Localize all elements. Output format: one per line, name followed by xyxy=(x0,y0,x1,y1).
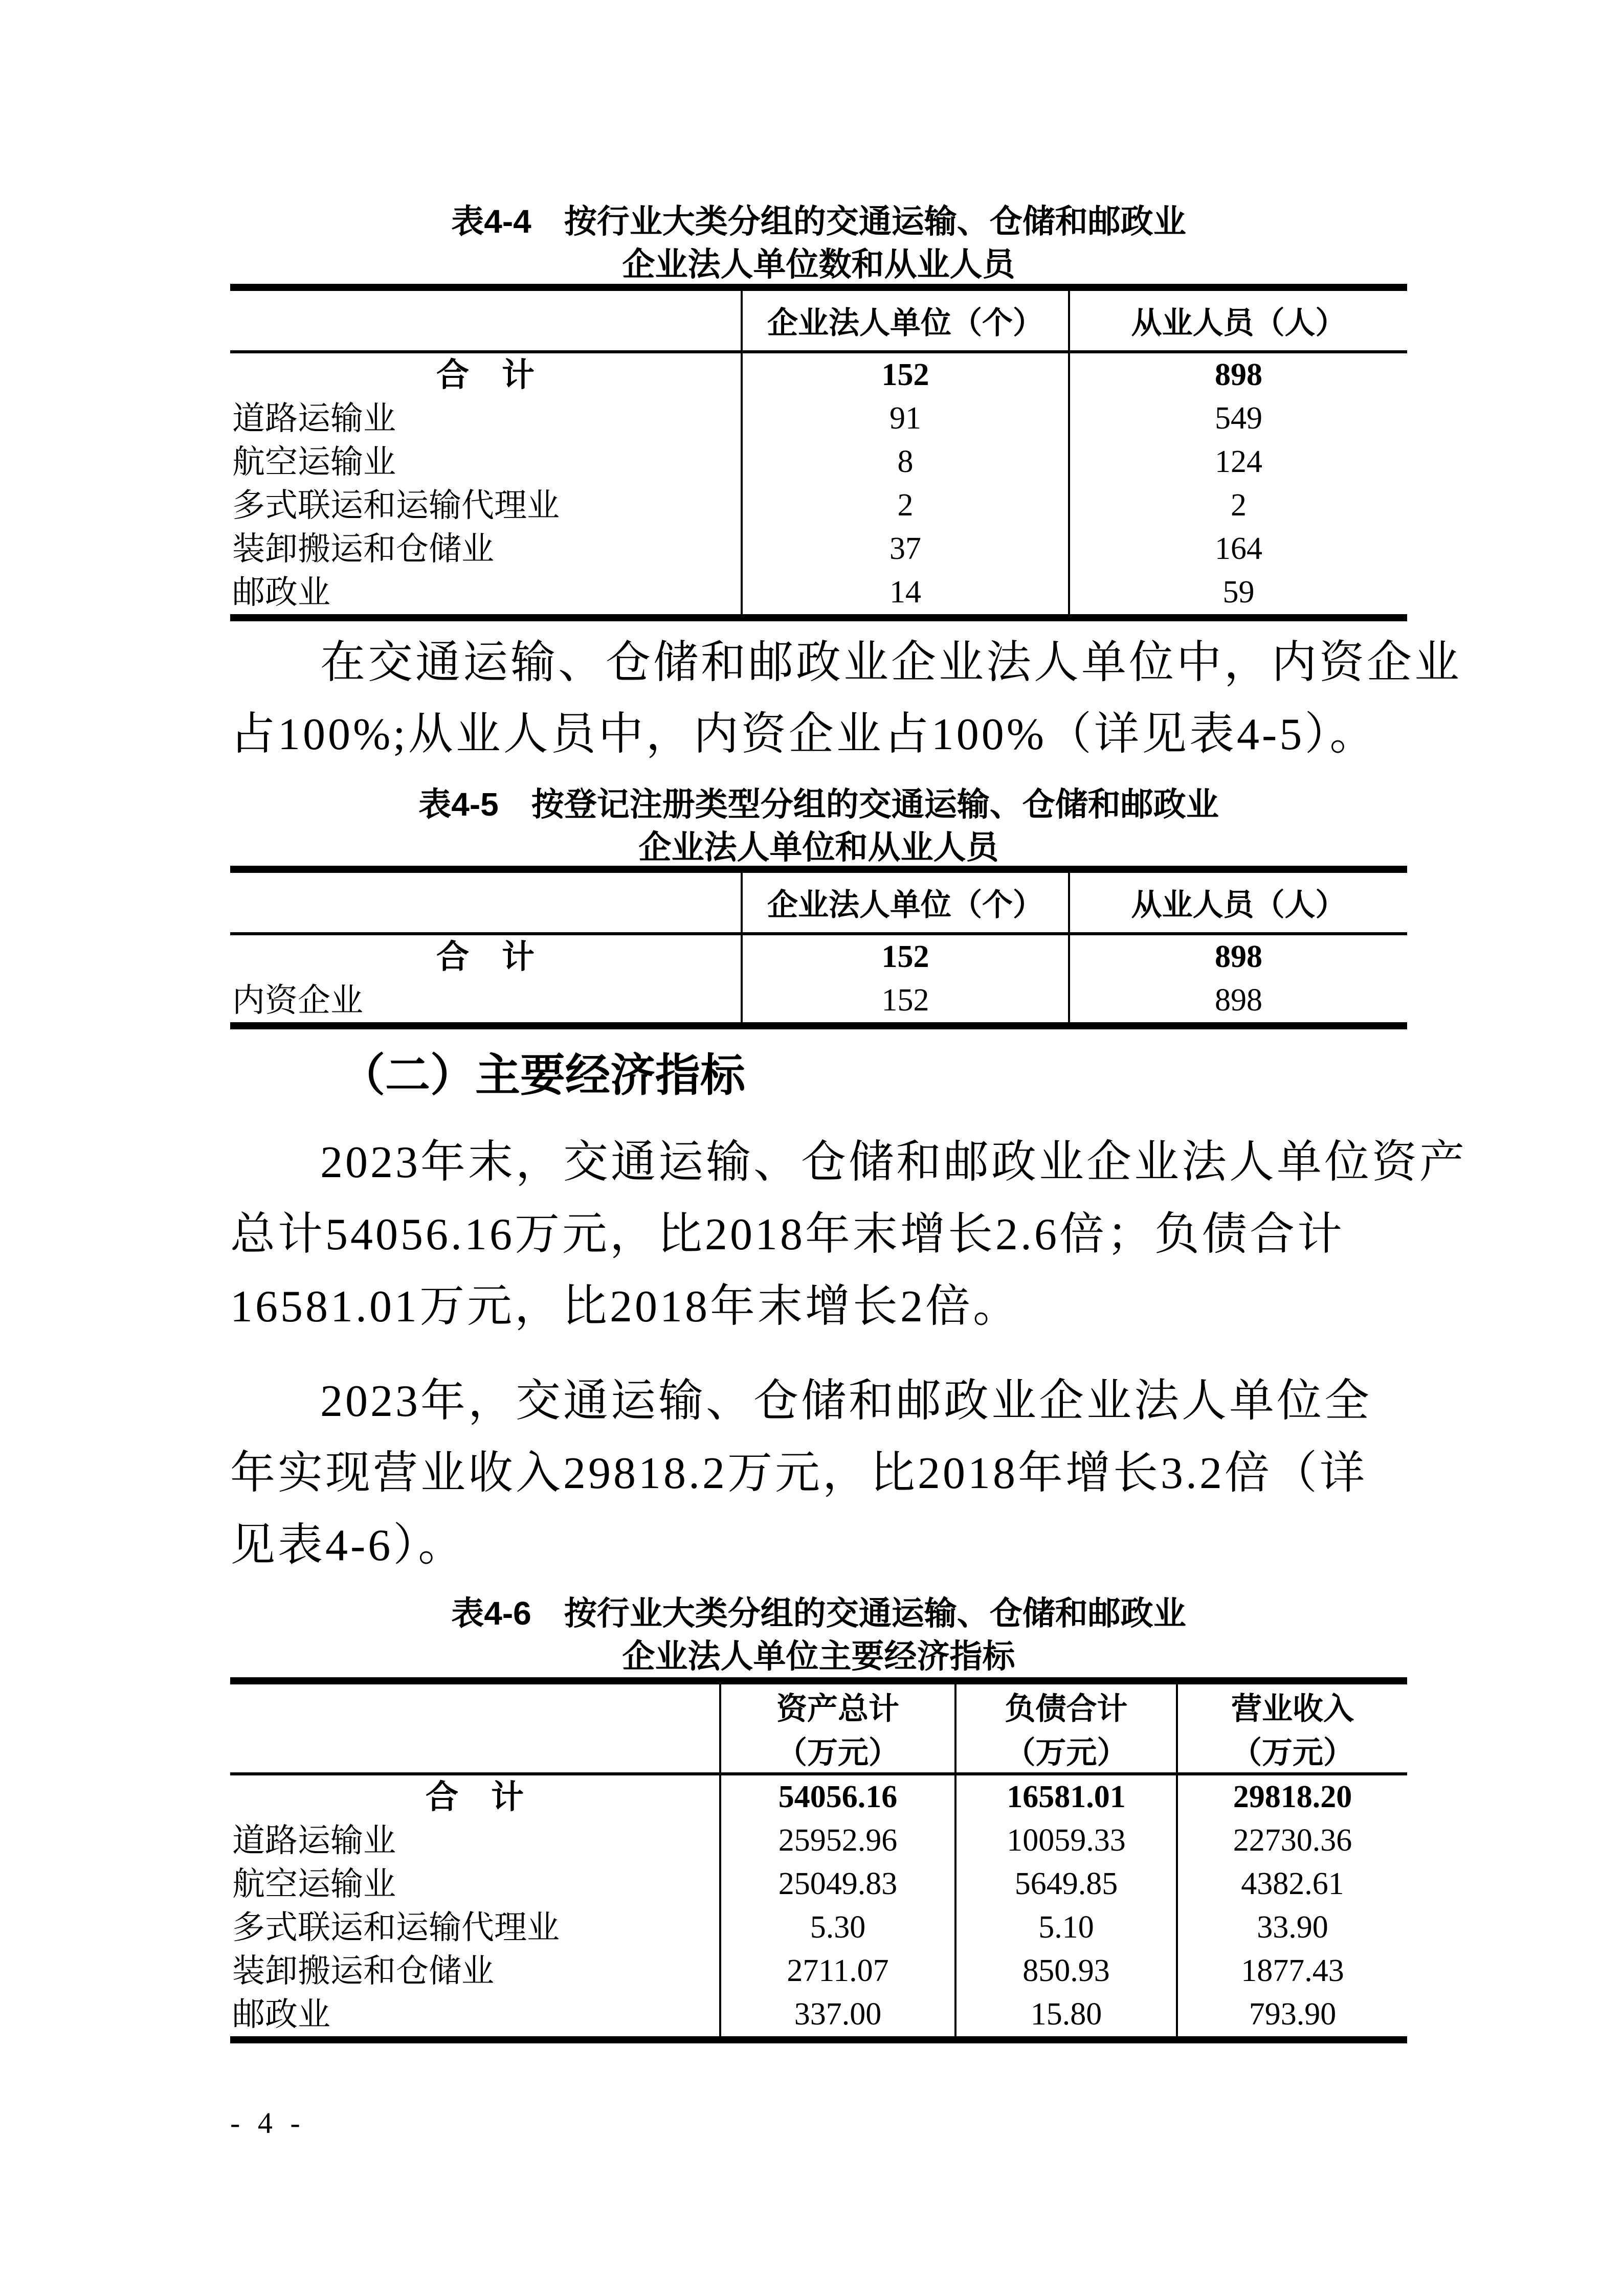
cell-value: 2711.07 xyxy=(720,1949,955,1993)
cell-value: 15.80 xyxy=(955,1993,1177,2040)
table45-title xyxy=(230,783,1407,869)
paragraph-revenue xyxy=(230,1365,1407,1582)
cell-value: 152 xyxy=(742,352,1069,397)
col-header-name: 负债合计 xyxy=(1005,1692,1128,1726)
row-label: 多式联运和运输代理业 xyxy=(232,1909,560,1946)
table-row xyxy=(230,397,1407,440)
table-row xyxy=(230,1906,1407,1949)
cell-value: 22730.36 xyxy=(1177,1819,1407,1862)
table46-title xyxy=(230,1592,1407,1678)
cell-value: 124 xyxy=(1069,440,1407,484)
cell-value: 898 xyxy=(1069,934,1407,979)
table45-header-row xyxy=(230,869,1407,934)
table-row xyxy=(230,979,1407,1026)
table44-title-line1: 表4-4 按行业大类分组的交通运输、仓储和邮政业 xyxy=(451,203,1186,240)
table-row xyxy=(230,484,1407,527)
cell-value: 898 xyxy=(1069,979,1407,1026)
cell-value: 29818.20 xyxy=(1177,1774,1407,1819)
cell-value: 91 xyxy=(742,397,1069,440)
table44-header-row xyxy=(230,287,1407,352)
paragraph-line: 2023年末，交通运输、仓储和邮政业企业法人单位资产 xyxy=(320,1138,1467,1187)
cell-value: 37 xyxy=(742,527,1069,571)
table-row xyxy=(230,571,1407,618)
table46 xyxy=(230,1677,1407,2043)
row-label: 航空运输业 xyxy=(232,1866,396,1902)
col-header-unit: （万元） xyxy=(1231,1736,1354,1770)
section-heading: （二）主要经济指标 xyxy=(340,1051,746,1101)
table46-header-row xyxy=(230,1681,1407,1774)
paragraph-assets xyxy=(230,1127,1467,1343)
cell-value: 25049.83 xyxy=(720,1862,955,1906)
cell-value: 33.90 xyxy=(1177,1906,1407,1949)
table-row xyxy=(230,1774,1407,1819)
row-label: 道路运输业 xyxy=(232,1822,396,1859)
table44-title-line2: 企业法人单位数和从业人员 xyxy=(622,246,1015,283)
row-label: 多式联运和运输代理业 xyxy=(232,487,560,524)
cell-value: 8 xyxy=(742,440,1069,484)
cell-value: 25952.96 xyxy=(720,1819,955,1862)
table-row xyxy=(230,527,1407,571)
cell-value: 14 xyxy=(742,571,1069,618)
table-row xyxy=(230,352,1407,397)
cell-value: 10059.33 xyxy=(955,1819,1177,1862)
table44 xyxy=(230,284,1407,621)
cell-value: 164 xyxy=(1069,527,1407,571)
table44-col-header-units: 企业法人单位（个） xyxy=(742,287,1069,352)
table44-title xyxy=(230,200,1407,286)
cell-value: 5.30 xyxy=(720,1906,955,1949)
table45-title-line2: 企业法人单位和从业人员 xyxy=(638,829,999,866)
cell-value: 2 xyxy=(742,484,1069,527)
cell-value: 4382.61 xyxy=(1177,1862,1407,1906)
cell-value: 549 xyxy=(1069,397,1407,440)
table45 xyxy=(230,866,1407,1029)
table46-col-header-assets xyxy=(720,1681,955,1774)
table46-stub-header xyxy=(230,1681,720,1774)
row-label: 道路运输业 xyxy=(232,400,396,437)
col-header-name: 资产总计 xyxy=(776,1692,899,1726)
row-label: 合 计 xyxy=(436,357,535,393)
row-label: 合 计 xyxy=(426,1779,524,1815)
table46-title-line1: 表4-6 按行业大类分组的交通运输、仓储和邮政业 xyxy=(451,1595,1186,1632)
table-row xyxy=(230,934,1407,979)
row-label: 装卸搬运和仓储业 xyxy=(232,531,494,567)
cell-value: 1877.43 xyxy=(1177,1949,1407,1993)
paragraph-line: 16581.01万元，比2018年末增长2倍。 xyxy=(230,1282,1021,1332)
paragraph-domestic-share xyxy=(230,627,1462,771)
table44-col-header-persons: 从业人员（人） xyxy=(1069,287,1407,352)
paragraph-line: 年实现营业收入29818.2万元，比2018年增长3.2倍（详 xyxy=(230,1449,1368,1498)
cell-value: 54056.16 xyxy=(720,1774,955,1819)
paragraph-line: 2023年，交通运输、仓储和邮政业企业法人单位全 xyxy=(320,1377,1372,1426)
table-row xyxy=(230,1949,1407,1993)
cell-value: 16581.01 xyxy=(955,1774,1177,1819)
table46-col-header-revenue xyxy=(1177,1681,1407,1774)
table-row xyxy=(230,1993,1407,2040)
cell-value: 2 xyxy=(1069,484,1407,527)
cell-value: 898 xyxy=(1069,352,1407,397)
cell-value: 59 xyxy=(1069,571,1407,618)
paragraph-line: 见表4-6）。 xyxy=(230,1521,466,1570)
table45-col-header-persons: 从业人员（人） xyxy=(1069,869,1407,934)
table46-title-line2: 企业法人单位主要经济指标 xyxy=(622,1638,1015,1675)
table-row xyxy=(230,1819,1407,1862)
row-label: 邮政业 xyxy=(232,574,330,611)
table45-col-header-units: 企业法人单位（个） xyxy=(742,869,1069,934)
row-label: 装卸搬运和仓储业 xyxy=(232,1953,494,1989)
row-label: 航空运输业 xyxy=(232,444,396,480)
cell-value: 850.93 xyxy=(955,1949,1177,1993)
table44-stub-header xyxy=(230,287,742,352)
row-label: 邮政业 xyxy=(232,1996,330,2033)
cell-value: 793.90 xyxy=(1177,1993,1407,2040)
paragraph-line: 总计54056.16万元，比2018年末增长2.6倍；负债合计 xyxy=(230,1210,1345,1259)
table45-title-line1: 表4-5 按登记注册类型分组的交通运输、仓储和邮政业 xyxy=(418,786,1219,823)
cell-value: 152 xyxy=(742,979,1069,1026)
cell-value: 152 xyxy=(742,934,1069,979)
paragraph-line: 占100%;从业人员中，内资企业占100%（详见表4-5）。 xyxy=(230,710,1377,759)
cell-value: 5.10 xyxy=(955,1906,1177,1949)
table-row xyxy=(230,440,1407,484)
page-number: - 4 - xyxy=(230,2106,305,2140)
paragraph-line: 在交通运输、仓储和邮政业企业法人单位中，内资企业 xyxy=(320,638,1462,688)
table45-stub-header xyxy=(230,869,742,934)
col-header-name: 营业收入 xyxy=(1231,1692,1354,1726)
row-label: 合 计 xyxy=(436,939,535,975)
col-header-unit: （万元） xyxy=(1005,1736,1128,1770)
table46-col-header-liabilities xyxy=(955,1681,1177,1774)
col-header-unit: （万元） xyxy=(776,1736,899,1770)
table-row xyxy=(230,1862,1407,1906)
row-label: 内资企业 xyxy=(232,982,363,1019)
cell-value: 337.00 xyxy=(720,1993,955,2040)
cell-value: 5649.85 xyxy=(955,1862,1177,1906)
